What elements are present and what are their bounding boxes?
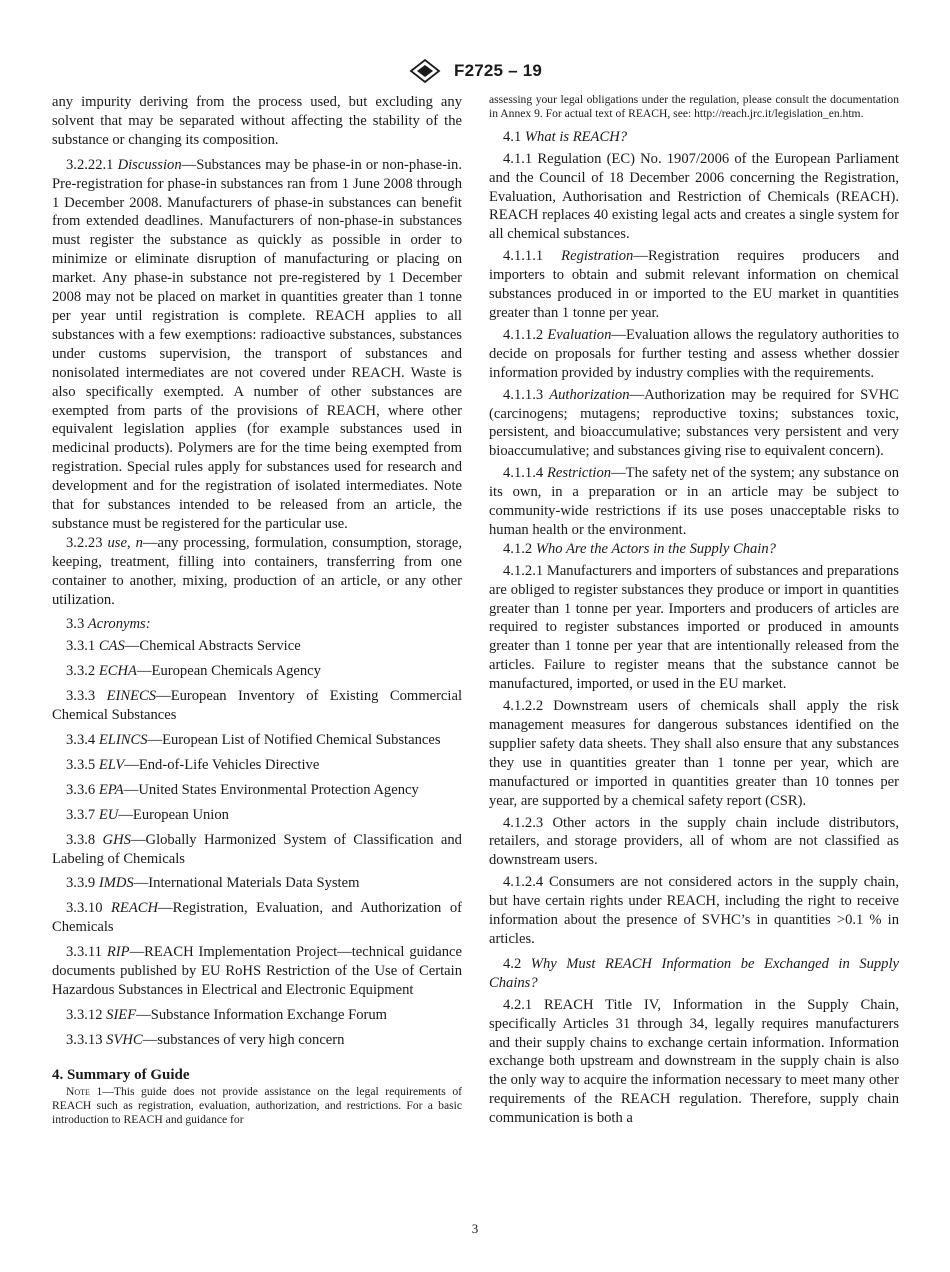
paragraph-4-1-2-1: 4.1.2.1 Manufacturers and importers of substances and preparations are obliged to register substances they produce or import in quantities greater than 1 tonne per year. Importers and producers of articles are required to register substances imported or produced in amounts greater than 1 tonne per year that are intentionally released from the articles. Failure to register means that the substance cannot be manufactured, imported, or used in the EU market. xyxy=(489,562,899,693)
paragraph-4-1-1-1: 4.1.1.1 Registration—Registration requires producers and importers to obtain and submit relevant information on chemical substances produced in or imported to the EU market in quantities greater than 1 tonne per year. xyxy=(489,248,899,321)
note-1-continued: assessing your legal obligations under the regulation, please consult the documentation in Annex 9. For actual text of REACH, see: http://reach.jrc.it/legislation_en.htm. xyxy=(489,93,899,121)
acronym-item: 3.3.10 REACH—Registration, Evaluation, and Authorization of Chemicals xyxy=(52,900,462,936)
paragraph-continued: any impurity deriving from the process used, but excluding any solvent that may be separated without affecting the stability of the substance or changing its composition. xyxy=(52,94,462,148)
paragraph-4-1-1: 4.1.1 Regulation (EC) No. 1907/2006 of the European Parliament and the Council of 18 December 2006 concerning the Registration, Evaluation, Authorisation and Restriction of Chemicals (REACH). REACH replaces 40 existing legal acts and creates a single system for all chemical substances. xyxy=(489,150,899,243)
page-number: 3 xyxy=(471,1221,479,1236)
acronym-item: 3.3.11 RIP—REACH Implementation Project—technical guidance documents published by EU RoHS Restriction of the Use of Certain Hazardous Substances in Electrical and Electronic Equipment xyxy=(52,944,462,998)
acronyms-heading: 3.3 Acronyms: xyxy=(66,616,151,633)
heading-4-1: 4.1 What is REACH? xyxy=(503,128,628,145)
acronym-item: 3.3.4 ELINCS—European List of Notified Chemical Substances xyxy=(66,732,441,748)
acronym-item: 3.3.1 CAS—Chemical Abstracts Service xyxy=(66,638,301,655)
acronym-item: 3.3.9 IMDS—International Materials Data System xyxy=(66,875,360,892)
right-column xyxy=(489,93,899,1128)
acronym-item: 3.3.13 SVHC—substances of very high concern xyxy=(66,1031,345,1048)
acronym-item: 3.3.8 GHS—Globally Harmonized System of Classification and Labeling of Chemicals xyxy=(52,831,462,867)
acronym-item: 3.3.12 SIEF—Substance Information Exchange Forum xyxy=(66,1006,388,1023)
paragraph-4-2-1: 4.2.1 REACH Title IV, Information in the Supply Chain, specifically Articles 31 through 34, legally requires manufacturers and their supply chains to exchange certain information. Information exchange both upstream and downstream in the supply chain is also the only way to acquire the information necessary to meet many other requirements of the REACH regulation. Therefore, supply chain communication is both a xyxy=(489,996,899,1127)
acronym-item: 3.3.7 EU—European Union xyxy=(66,806,229,823)
heading-4-1-2: 4.1.2 Who Are the Actors in the Supply Chain? xyxy=(503,540,776,557)
paragraph-4-1-2-4: 4.1.2.4 Consumers are not considered actors in the supply chain, but have certain rights under REACH, including the right to receive information about the presence of SVHC’s in quantities >0.1 % in articles. xyxy=(489,874,899,947)
paragraph-4-1-1-4: 4.1.1.4 Restriction—The safety net of the system; any substance on its own, in a preparation or in an article may be subject to community-wide restrictions if its use poses unacceptable risks to human health or the environment. xyxy=(489,465,900,538)
paragraph-3-2-22-1: 3.2.22.1 Discussion—Substances may be phase-in or non-phase-in. Pre-registration for phase-in substances ran from 1 June 2008 through 1 December 2008. Manufacturers of phase-in substances can benefit from extended deadlines. Manufacturers of non-phase-in substances must register the substance as quickly as possible in order to minimize or eliminate disruption of manufacturing or placing on market. Any phase-in substance not pre-registered by 1 December 2008 may not be placed on market in quantities greater than 1 tonne per year until registration is complete. REACH applies to all substances with a few exemptions: radioactive substances, substances under customs supervision, the transport of substances and nonisolated intermediates are not covered under REACH. Waste is also specifically exempted. A number of other substances are exempted from parts of the provisions of REACH, where other equivalent legislation applies (for example substances used in medicinal products). Polymers are for the time being exempted from registration. Special rules apply for substances used for research and development and for the registration of isolated intermediates. Note that for substances intended to be released from an article, the substance must be registered for the particular use. xyxy=(52,156,463,532)
acronym-item: 3.3.2 ECHA—European Chemicals Agency xyxy=(66,663,321,680)
astm-logo-icon xyxy=(408,58,442,84)
heading-4-2: 4.2 Why Must REACH Information be Exchanged in Supply Chains? xyxy=(489,955,900,991)
standard-designation: F2725 – 19 xyxy=(453,61,542,80)
section-4-heading: 4. Summary of Guide xyxy=(52,1066,190,1083)
acronym-item: 3.3.5 ELV—End-of-Life Vehicles Directive xyxy=(66,756,320,773)
acronym-item: 3.3.6 EPA—United States Environmental Protection Agency xyxy=(66,781,419,798)
left-column xyxy=(52,93,462,1128)
paragraph-4-1-2-2: 4.1.2.2 Downstream users of chemicals shall apply the risk management measures for dangerous substances identified on the supplier safety data sheets. They shall also ensure that any substances they use in quantities greater than 1 tonne per year, which are manufactured or imported in quantities greater than 10 tonnes per year, are supported by a chemical safety report (CSR). xyxy=(489,698,899,809)
note-1: Note 1—This guide does not provide assistance on the legal requirements of REACH such as registration, evaluation, authorization, and restrictions. For a basic introduction to REACH and guidance for xyxy=(52,1084,462,1127)
paragraph-4-1-1-3: 4.1.1.3 Authorization—Authorization may be required for SVHC (carcinogens; mutagens; reproductive toxins; substances toxic, persistent, and bioaccumulative; substances very persistent and very bioaccumulative; and substances giving rise to equivalent concern). xyxy=(489,386,900,460)
paragraph-3-2-23: 3.2.23 use, n—any processing, formulation, consumption, storage, keeping, treatment, filling into containers, transferring from one container to another, mixing, production of an article, or any other utilization. xyxy=(52,534,462,608)
page-header xyxy=(0,58,950,84)
paragraph-4-1-1-2: 4.1.1.2 Evaluation—Evaluation allows the regulatory authorities to decide on proposals for further testing and assess whether dossier information provided by industry complies with the requirements. xyxy=(489,326,899,381)
acronym-item: 3.3.3 EINECS—European Inventory of Existing Commercial Chemical Substances xyxy=(52,688,462,724)
paragraph-4-1-2-3: 4.1.2.3 Other actors in the supply chain include distributors, retailers, and storage providers, all of whom are not classified as downstream users. xyxy=(489,814,899,869)
